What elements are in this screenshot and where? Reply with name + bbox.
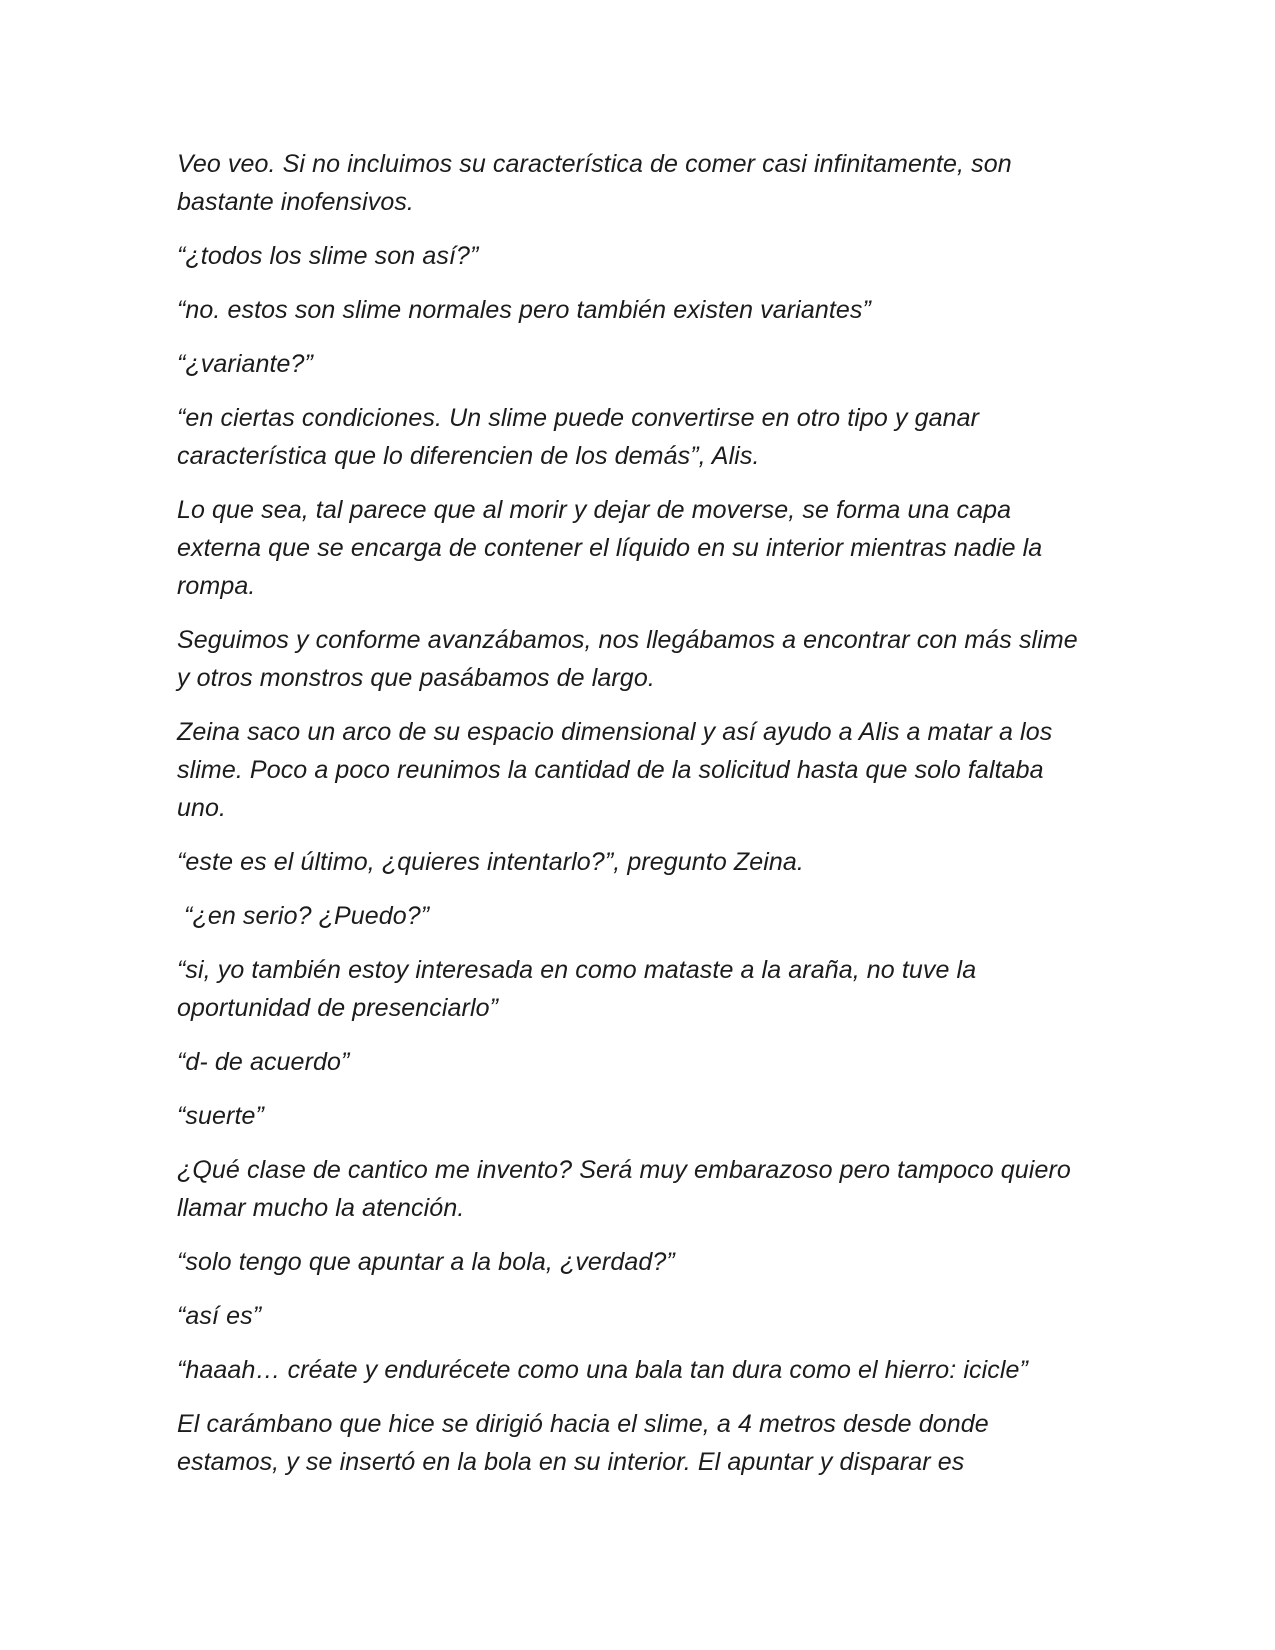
paragraph: “haaah… créate y endurécete como una bala tan dura como el hierro: icicle”: [177, 1356, 1028, 1384]
paragraph: “¿en serio? ¿Puedo?”: [177, 902, 430, 930]
paragraph: “d- de acuerdo”: [177, 1048, 350, 1076]
paragraph: ¿Qué clase de cantico me invento? Será muy embarazoso pero tampoco quiero llamar mucho la atención.: [177, 1156, 1078, 1222]
document-body: [177, 145, 1097, 1497]
paragraph: “en ciertas condiciones. Un slime puede convertirse en otro tipo y ganar característica que lo diferencien de los demás”, Alis.: [177, 404, 987, 470]
paragraph: “suerte”: [177, 1102, 264, 1130]
paragraph: Lo que sea, tal parece que al morir y dejar de moverse, se forma una capa externa que se encarga de contener el líquido en su interior mientras nadie la rompa.: [177, 496, 1050, 600]
paragraph: “¿variante?”: [177, 350, 313, 378]
paragraph: “¿todos los slime son así?”: [177, 242, 479, 270]
paragraph: Zeina saco un arco de su espacio dimensional y así ayudo a Alis a matar a los slime. Poco a poco reunimos la cantidad de la solicitud hasta que solo faltaba uno.: [177, 718, 1060, 822]
paragraph: “si, yo también estoy interesada en como mataste a la araña, no tuve la oportunidad de presenciarlo”: [177, 956, 984, 1022]
paragraph: Seguimos y conforme avanzábamos, nos llegábamos a encontrar con más slime y otros monstros que pasábamos de largo.: [177, 626, 1085, 692]
paragraph: “este es el último, ¿quieres intentarlo?”, pregunto Zeina.: [177, 848, 804, 876]
paragraph: “no. estos son slime normales pero también existen variantes”: [177, 296, 871, 324]
paragraph: Veo veo. Si no incluimos su característica de comer casi infinitamente, son bastante inofensivos.: [177, 150, 1019, 216]
paragraph: “solo tengo que apuntar a la bola, ¿verdad?”: [177, 1248, 675, 1276]
paragraph: El carámbano que hice se dirigió hacia el slime, a 4 metros desde donde estamos, y se insertó en la bola en su interior. El apuntar y disparar es: [177, 1410, 996, 1476]
paragraph: “así es”: [177, 1302, 262, 1330]
